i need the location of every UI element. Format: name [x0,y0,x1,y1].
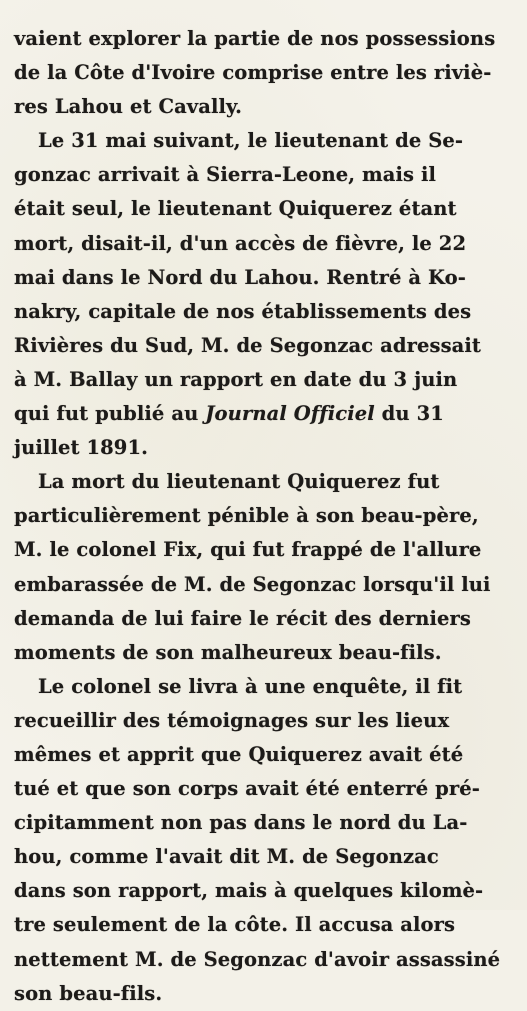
text-line: hou, comme l'avait dit M. de Segonzac [14,845,439,869]
text-line: M. le colonel Fix, qui fut frappé de l'allure [14,538,482,562]
text-line: gonzac arrivait à Sierra-Leone, mais il [14,163,436,187]
text-line: Le 31 mai suivant, le lieutenant de Se- [38,129,464,153]
text-line: Le colonel se livra à une enquête, il fit [38,674,463,698]
text-line: mort, disait-il, d'un accès de fièvre, le 22 [14,231,467,255]
text-line: tué et que son corps avait été enterré pré- [14,777,480,801]
text-line: nettement M. de Segonzac d'avoir assassiné [14,947,501,971]
journal-title-italic: Journal Officiel [205,402,375,426]
text-line: embarassée de M. de Segonzac lorsqu'il lui [14,572,491,596]
text-column [14,22,505,1011]
text-line: cipitamment non pas dans le nord du La- [14,811,468,835]
text-line: demanda de lui faire le récit des derniers [14,606,471,630]
text-line: vaient explorer la partie de nos possessions [14,27,496,50]
text-line: particulièrement pénible à son beau-père, [14,504,479,528]
text-line: La mort du lieutenant Quiquerez fut [38,470,440,494]
text-line: de la Côte d'Ivoire comprise entre les riviè- [14,61,492,85]
text-line: à M. Ballay un rapport en date du 3 juin [14,367,458,391]
text-line: res Lahou et Cavally. [14,95,243,119]
text-line: moments de son malheureux beau-fils. [14,640,442,664]
text-segment: du 31 [374,402,444,426]
text-line: mêmes et apprit que Quiquerez avait été [14,742,464,766]
text-line-with-italic [14,397,505,431]
text-line: mai dans le Nord du Lahou. Rentré à Ko- [14,265,466,289]
text-line: dans son rapport, mais à quelques kilomè- [14,879,484,903]
text-line: était seul, le lieutenant Quiquerez étant [14,197,457,221]
text-line: juillet 1891. [14,436,149,460]
text-line: recueillir des témoignages sur les lieux [14,708,450,732]
text-line: Rivières du Sud, M. de Segonzac adressait [14,333,482,357]
text-line: son beau-fils. [14,981,163,1005]
text-line: nakry, capitale de nos établissements des [14,299,472,323]
text-line: tre seulement de la côte. Il accusa alors [14,913,456,937]
text-segment: qui fut publié au [14,402,206,426]
